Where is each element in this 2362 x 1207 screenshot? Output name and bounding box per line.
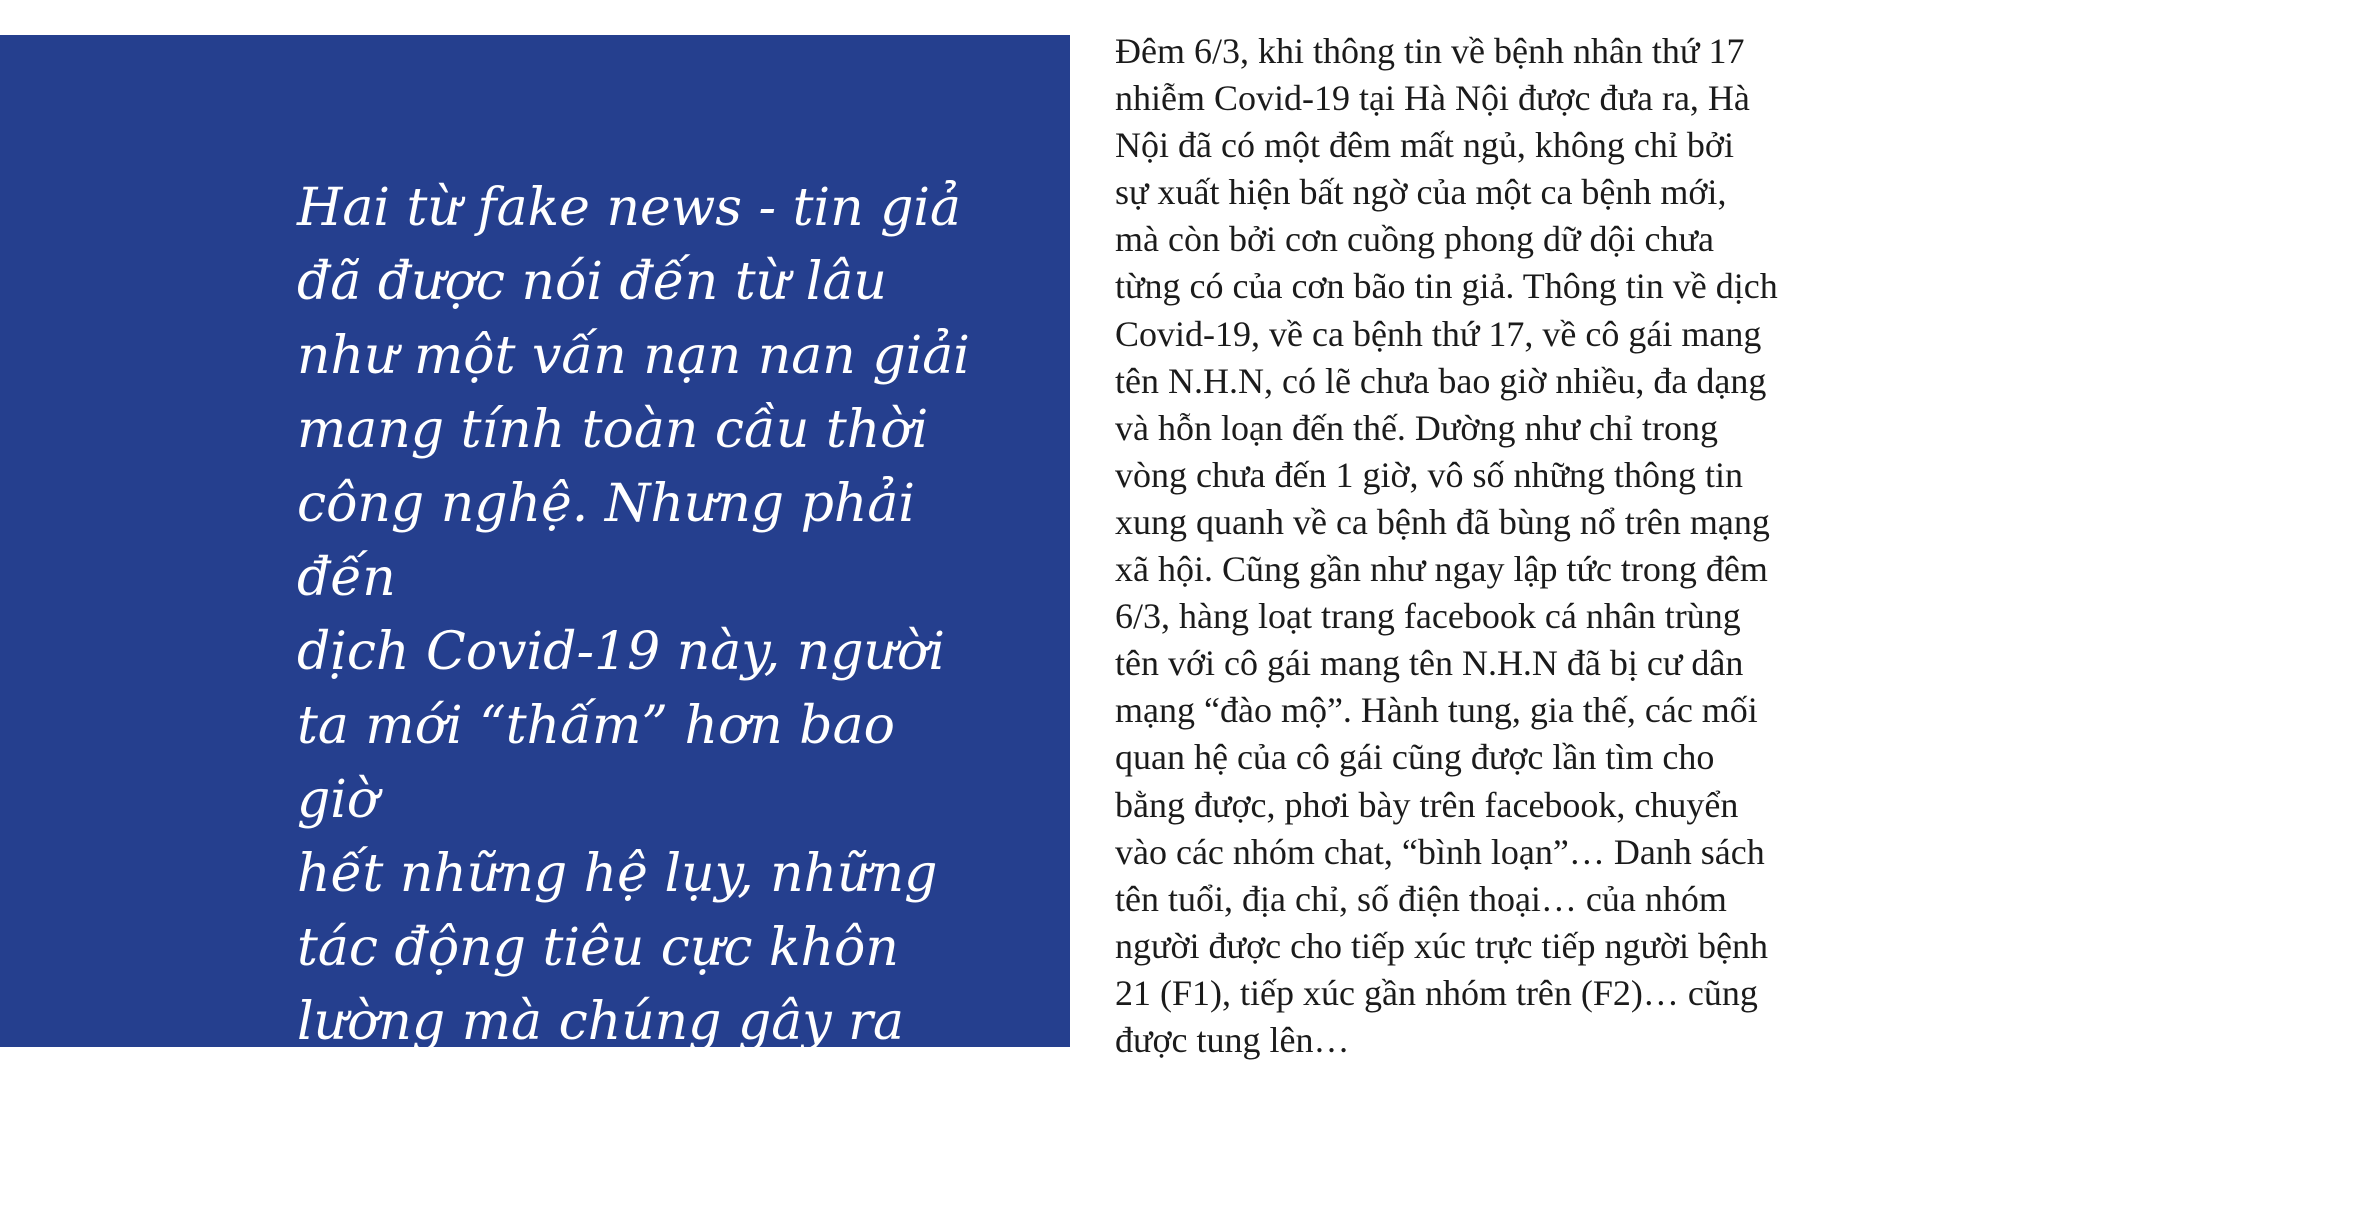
pull-quote-box (0, 35, 1070, 1200)
pull-quote-text: Hai từ fake news - tin giả đã được nói đến từ lâu như một vấn nạn nan giải mang tính toàn cầu thời công nghệ. Nhưng phải đến dịch Covid-19 này, người ta mới “thấm” hơn bao giờ hết những hệ lụy, những tác động tiêu cực khôn lường mà chúng gây ra cho đời sống con người. (297, 178, 970, 1200)
article-body-text: Đêm 6/3, khi thông tin về bệnh nhân thứ 17 nhiễm Covid-19 tại Hà Nội được đưa ra, Hà Nội đã có một đêm mất ngủ, không chỉ bởi sự xuất hiện bất ngờ của một ca bệnh mới, mà còn bởi cơn cuồng phong dữ dội chưa từng có của cơn bão tin giả. Thông tin về dịch Covid-19, về ca bệnh thứ 17, về cô gái mang tên N.H.N, có lẽ chưa bao giờ nhiều, đa dạng và hỗn loạn đến thế. Dường như chỉ trong vòng chưa đến 1 giờ, vô số những thông tin xung quanh về ca bệnh đã bùng nổ trên mạng xã hội. Cũng gần như ngay lập tức trong đêm 6/3, hàng loạt trang facebook cá nhân trùng tên với cô gái mang tên N.H.N đã bị cư dân mạng “đào mộ”. Hành tung, gia thế, các mối quan hệ của cô gái cũng được lần tìm cho bằng được, phơi bày trên facebook, chuyển vào các nhóm chat, “bình loạn”… Danh sách tên tuổi, địa chỉ, số điện thoại… của nhóm người được cho tiếp xúc trực tiếp người bệnh 21 (F1), tiếp xúc gần nhóm trên (F2)… cũng được tung lên… (1115, 31, 1778, 1060)
